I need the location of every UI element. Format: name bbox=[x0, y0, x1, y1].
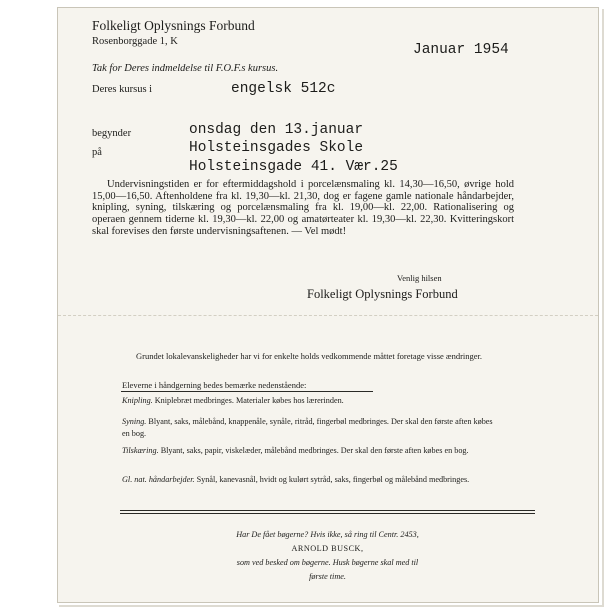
notice-item-handarbejder bbox=[122, 474, 498, 486]
course-label: Deres kursus i bbox=[92, 84, 153, 95]
place-value: Holsteinsgades Skole bbox=[189, 140, 364, 156]
date-stamp: Januar 1954 bbox=[413, 42, 509, 58]
item-subject: Tilskæring. bbox=[122, 446, 159, 455]
footer-line-2: ARNOLD BUSCK, bbox=[291, 544, 364, 553]
item-subject: Knipling. bbox=[122, 396, 153, 405]
footer-line-4: første time. bbox=[309, 572, 346, 581]
place-label: på bbox=[92, 147, 102, 158]
notice-item-knipling bbox=[122, 395, 498, 407]
place-address: Holsteinsgade 41. Vær.25 bbox=[189, 159, 398, 175]
course-card bbox=[57, 7, 599, 603]
item-text: Blyant, saks, papir, viskelæder, målebånd medbringes. Der skal den første aften købes en bog. bbox=[158, 446, 469, 455]
item-text: Blyant, saks, målebånd, knappenåle, synåle, ritråd, fingerbøl medbringes. Der skal den første aften købes en bog. bbox=[122, 417, 493, 439]
notice-heading: Eleverne i håndgerning bedes bemærke nedenstående: bbox=[122, 380, 307, 390]
notice-item-tilskaering bbox=[122, 445, 498, 457]
organization-address: Rosenborggade 1, K bbox=[92, 36, 178, 47]
item-text: Kniplebræt medbringes. Materialer købes hos lærerinden. bbox=[152, 396, 344, 405]
notice-underline bbox=[121, 391, 373, 392]
organization-name: Folkeligt Oplysnings Forbund bbox=[92, 18, 255, 33]
footer-line-3: som ved besked om bøgerne. Husk bøgerne skal med til bbox=[236, 558, 419, 567]
notice-intro: Grundet lokalevanskeligheder har vi for enkelte holds vedkommende måttet foretage visse ændringer. bbox=[136, 351, 483, 361]
begins-label: begynder bbox=[92, 128, 132, 139]
item-subject: Gl. nat. håndarbejder. bbox=[122, 475, 195, 484]
schedule-paragraph: Undervisningstiden er for eftermiddagshold i porcelænsmaling kl. 14,30—16,50, øvrige hold 15,00—16,50. Aftenholdene fra kl. 19,30—kl. 21,30, dog er fagene gamle nationale håndarbejder, knipling, syning, tilskæring og porcelænsmaling fra kl. 19,00—kl. 22,00. Rationalisering og operaen gennem tiderne kl. 19,30—kl. 22,00 og amatørteater kl. 19,30—kl. 22,30. Kvitteringskort skal forevises den første undervisningsaftenen. — Vel mødt! bbox=[92, 179, 514, 237]
fold-line bbox=[58, 315, 598, 316]
begins-value: onsdag den 13.januar bbox=[189, 122, 364, 138]
greeting: Venlig hilsen bbox=[397, 273, 442, 283]
signature: Folkeligt Oplysnings Forbund bbox=[307, 287, 458, 301]
notice-item-syning bbox=[122, 416, 498, 441]
item-text: Synål, kanevasnål, hvidt og kulørt sytråd, saks, fingerbøl og målebånd medbringes. bbox=[194, 475, 470, 484]
course-value: engelsk 512c bbox=[231, 81, 336, 97]
item-subject: Syning. bbox=[122, 417, 147, 426]
divider-top bbox=[120, 510, 535, 511]
divider-bottom bbox=[120, 513, 535, 514]
footer-line-1: Har De fået bøgerne? Hvis ikke, så ring til Centr. 2453, bbox=[236, 530, 419, 539]
thanks-line: Tak for Deres indmeldelse til F.O.F.s kursus. bbox=[92, 63, 279, 74]
